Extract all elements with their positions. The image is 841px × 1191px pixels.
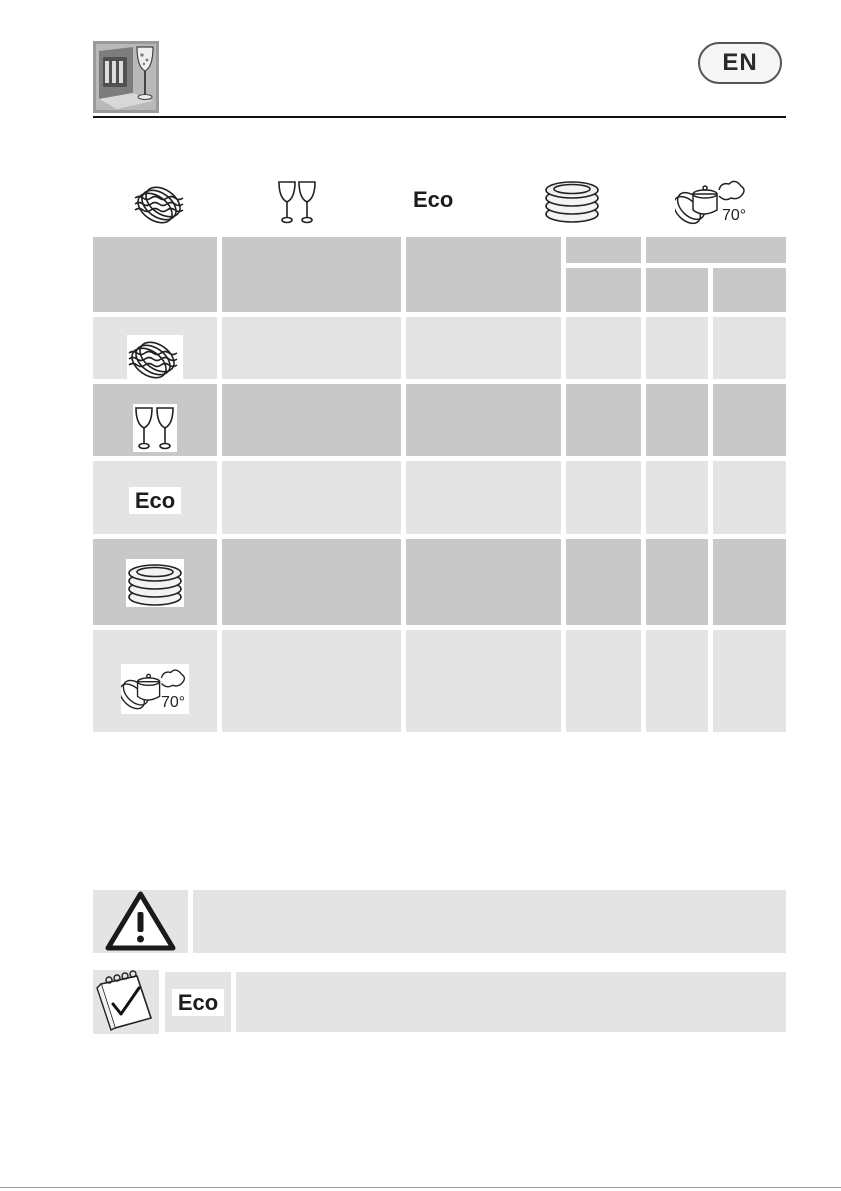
table-cell [566,461,641,534]
table-cell [646,630,708,732]
intensive-temp-label: 70° [722,207,747,224]
eco-programme-label: Eco [413,187,454,212]
table-header-cell [646,268,708,312]
table-cell [222,461,401,534]
language-badge: EN [698,42,782,84]
table-row-icon-cell [93,384,217,456]
table-header-cell [566,268,641,312]
dishwasher-logo-icon [93,41,159,113]
eco-note-box [165,972,231,1032]
table-cell [713,461,786,534]
plates-programme-icon [544,178,600,224]
table-cell [406,630,561,732]
plates-icon [126,559,184,607]
table-row-icon-cell [93,630,217,732]
table-header-cell [566,237,641,263]
table-cell [646,317,708,379]
warning-triangle-icon [93,890,188,953]
soak-icon [127,335,183,379]
glasses-programme-icon [277,180,319,226]
table-cell [406,384,561,456]
table-cell [713,384,786,456]
glasses-icon [133,404,177,452]
table-cell [222,539,401,625]
table-row-icon-cell [93,461,217,534]
table-row-icon-cell [93,317,217,379]
table-header-cell [222,237,401,312]
table-cell [566,317,641,379]
eco-icon: Eco [129,487,181,514]
eco-note-text-panel [236,972,786,1032]
table-header-cell [93,237,217,312]
table-header-cell [406,237,561,312]
soak-programme-icon [133,180,189,224]
table-cell [713,630,786,732]
table-cell [713,317,786,379]
table-cell [406,461,561,534]
warning-icon-box [93,890,188,953]
table-cell [646,461,708,534]
warning-text-panel [193,890,786,953]
table-cell [646,539,708,625]
notepad-check-icon [93,970,159,1034]
table-header-cell [713,268,786,312]
table-cell [406,539,561,625]
table-cell [713,539,786,625]
table-cell [222,384,401,456]
table-cell [566,539,641,625]
table-cell [566,630,641,732]
table-cell [566,384,641,456]
header-divider [93,116,786,118]
eco-icon: Eco [172,989,224,1016]
page-bottom-edge [0,1187,841,1188]
intensive-70-icon [121,664,189,714]
table-cell [222,630,401,732]
table-cell [406,317,561,379]
table-header-cell [646,237,786,263]
table-cell [646,384,708,456]
intensive-temp-label: 70° [161,694,186,711]
table-row-icon-cell [93,539,217,625]
table-cell [222,317,401,379]
